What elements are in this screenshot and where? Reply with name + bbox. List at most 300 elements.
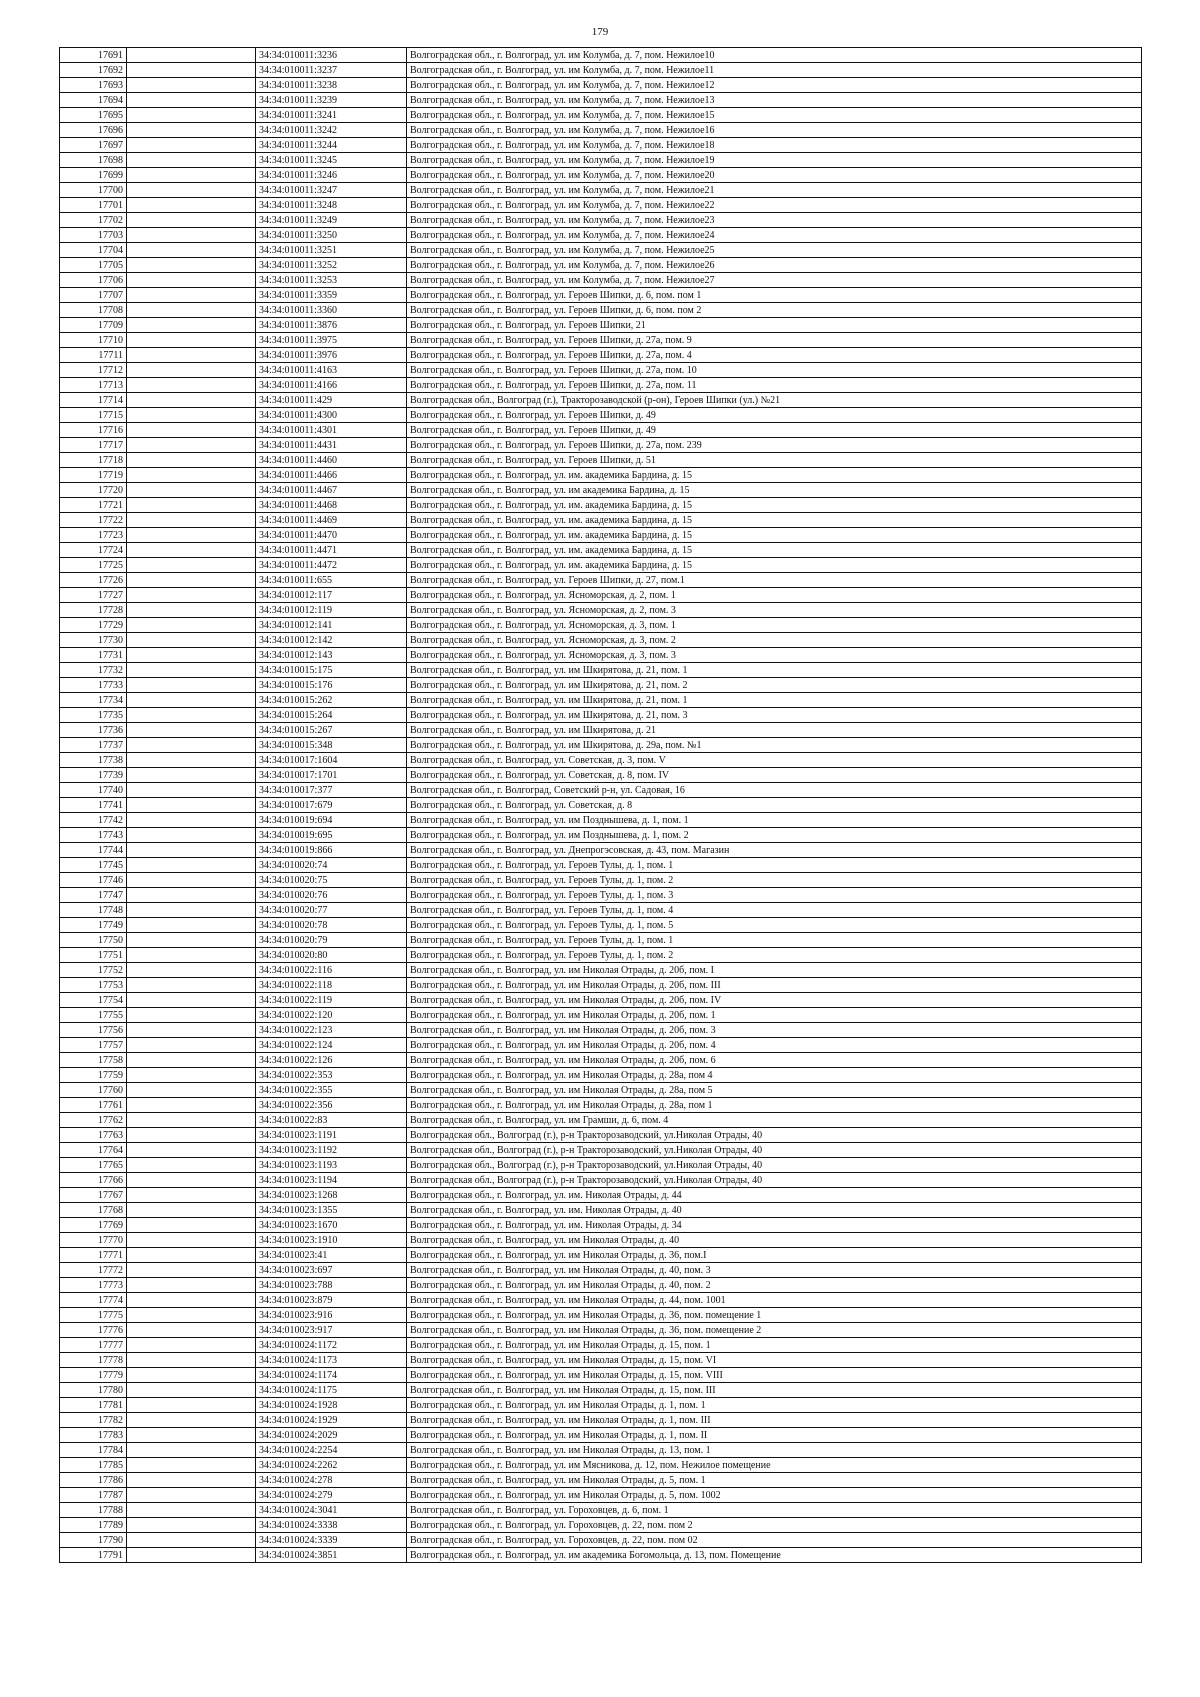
address-cell: Волгоградская обл., г. Волгоград, ул. им. академика Бардина, д. 15 (407, 528, 1142, 543)
address-cell: Волгоградская обл., г. Волгоград, ул. им Николая Отрады, д. 15, пом. 1 (407, 1338, 1142, 1353)
row-number-cell: 17750 (60, 933, 127, 948)
table-row (60, 978, 1142, 993)
table-row (60, 48, 1142, 63)
cadastral-number-cell: 34:34:010017:377 (256, 783, 407, 798)
table-row (60, 1308, 1142, 1323)
row-number-cell: 17735 (60, 708, 127, 723)
empty-cell (127, 1218, 256, 1233)
row-number-cell: 17768 (60, 1203, 127, 1218)
table-row (60, 1398, 1142, 1413)
row-number-cell: 17716 (60, 423, 127, 438)
table-row (60, 483, 1142, 498)
address-cell: Волгоградская обл., г. Волгоград, ул. им Николая Отрады, д. 28а, пом 1 (407, 1098, 1142, 1113)
address-cell: Волгоградская обл., г. Волгоград, ул. им Шкирятова, д. 21, пом. 1 (407, 663, 1142, 678)
table-row (60, 513, 1142, 528)
table-row (60, 1248, 1142, 1263)
address-cell: Волгоградская обл., г. Волгоград, ул. им Позднышева, д. 1, пом. 1 (407, 813, 1142, 828)
row-number-cell: 17728 (60, 603, 127, 618)
address-cell: Волгоградская обл., г. Волгоград, ул. им. академика Бардина, д. 15 (407, 513, 1142, 528)
empty-cell (127, 1533, 256, 1548)
address-cell: Волгоградская обл., г. Волгоград, ул. им Колумба, д. 7, пом. Нежилое19 (407, 153, 1142, 168)
cadastral-number-cell: 34:34:010011:4300 (256, 408, 407, 423)
empty-cell (127, 1503, 256, 1518)
row-number-cell: 17780 (60, 1383, 127, 1398)
empty-cell (127, 1383, 256, 1398)
table-row (60, 168, 1142, 183)
address-cell: Волгоградская обл., г. Волгоград, ул. им Николая Отрады, д. 36, пом. помещение 1 (407, 1308, 1142, 1323)
cadastral-number-cell: 34:34:010020:79 (256, 933, 407, 948)
table-row (60, 828, 1142, 843)
address-cell: Волгоградская обл., г. Волгоград, ул. Советская, д. 8 (407, 798, 1142, 813)
address-cell: Волгоградская обл., г. Волгоград, ул. им. академика Бардина, д. 15 (407, 543, 1142, 558)
address-cell: Волгоградская обл., г. Волгоград, ул. им Колумба, д. 7, пом. Нежилое23 (407, 213, 1142, 228)
row-number-cell: 17781 (60, 1398, 127, 1413)
row-number-cell: 17710 (60, 333, 127, 348)
row-number-cell: 17703 (60, 228, 127, 243)
empty-cell (127, 1293, 256, 1308)
cadastral-number-cell: 34:34:010011:4466 (256, 468, 407, 483)
row-number-cell: 17749 (60, 918, 127, 933)
address-cell: Волгоградская обл., г. Волгоград, ул. Героев Шипки, д. 49 (407, 423, 1142, 438)
address-cell: Волгоградская обл., г. Волгоград, ул. Героев Шипки, д. 27а, пом. 11 (407, 378, 1142, 393)
cadastral-number-cell: 34:34:010024:1172 (256, 1338, 407, 1353)
row-number-cell: 17723 (60, 528, 127, 543)
empty-cell (127, 573, 256, 588)
empty-cell (127, 63, 256, 78)
row-number-cell: 17745 (60, 858, 127, 873)
address-cell: Волгоградская обл., г. Волгоград, ул. им Колумба, д. 7, пом. Нежилое18 (407, 138, 1142, 153)
table-row (60, 723, 1142, 738)
empty-cell (127, 783, 256, 798)
empty-cell (127, 243, 256, 258)
row-number-cell: 17724 (60, 543, 127, 558)
empty-cell (127, 963, 256, 978)
cadastral-number-cell: 34:34:010024:2029 (256, 1428, 407, 1443)
address-cell: Волгоградская обл., г. Волгоград, ул. Ясноморская, д. 2, пом. 3 (407, 603, 1142, 618)
empty-cell (127, 498, 256, 513)
cadastral-number-cell: 34:34:010011:3239 (256, 93, 407, 108)
row-number-cell: 17702 (60, 213, 127, 228)
cadastral-number-cell: 34:34:010023:1192 (256, 1143, 407, 1158)
cadastral-number-cell: 34:34:010012:142 (256, 633, 407, 648)
table-row (60, 1233, 1142, 1248)
empty-cell (127, 153, 256, 168)
empty-cell (127, 1428, 256, 1443)
row-number-cell: 17764 (60, 1143, 127, 1158)
row-number-cell: 17717 (60, 438, 127, 453)
address-cell: Волгоградская обл., г. Волгоград, ул. им Колумба, д. 7, пом. Нежилое15 (407, 108, 1142, 123)
empty-cell (127, 318, 256, 333)
empty-cell (127, 1038, 256, 1053)
table-row (60, 288, 1142, 303)
row-number-cell: 17691 (60, 48, 127, 63)
empty-cell (127, 1518, 256, 1533)
row-number-cell: 17783 (60, 1428, 127, 1443)
table-row (60, 153, 1142, 168)
address-cell: Волгоградская обл., г. Волгоград, ул. им. академика Бардина, д. 15 (407, 498, 1142, 513)
empty-cell (127, 213, 256, 228)
row-number-cell: 17714 (60, 393, 127, 408)
table-row (60, 438, 1142, 453)
address-cell: Волгоградская обл., г. Волгоград, ул. Героев Шипки, д. 27а, пом. 4 (407, 348, 1142, 363)
table-row (60, 1098, 1142, 1113)
row-number-cell: 17761 (60, 1098, 127, 1113)
table-row (60, 768, 1142, 783)
table-row (60, 1038, 1142, 1053)
table-row (60, 423, 1142, 438)
address-cell: Волгоградская обл., г. Волгоград, ул. Героев Тулы, д. 1, пом. 5 (407, 918, 1142, 933)
address-cell: Волгоградская обл., г. Волгоград, ул. Советская, д. 3, пом. V (407, 753, 1142, 768)
address-cell: Волгоградская обл., г. Волгоград, ул. им Николая Отрады, д. 40, пом. 2 (407, 1278, 1142, 1293)
address-cell: Волгоградская обл., г. Волгоград, ул. Героев Шипки, д. 6, пом. пом 1 (407, 288, 1142, 303)
row-number-cell: 17711 (60, 348, 127, 363)
cadastral-number-cell: 34:34:010011:3876 (256, 318, 407, 333)
table-row (60, 1068, 1142, 1083)
address-cell: Волгоградская обл., г. Волгоград, ул. Ясноморская, д. 3, пом. 2 (407, 633, 1142, 648)
cadastral-number-cell: 34:34:010020:78 (256, 918, 407, 933)
table-row (60, 543, 1142, 558)
empty-cell (127, 48, 256, 63)
address-cell: Волгоградская обл., г. Волгоград, ул. им. академика Бардина, д. 15 (407, 558, 1142, 573)
table-row (60, 393, 1142, 408)
address-cell: Волгоградская обл., г. Волгоград, ул. Героев Шипки, д. 27, пом.1 (407, 573, 1142, 588)
row-number-cell: 17788 (60, 1503, 127, 1518)
cadastral-number-cell: 34:34:010023:1191 (256, 1128, 407, 1143)
address-cell: Волгоградская обл., Волгоград (г.), Тракторозаводской (р-он), Героев Шипки (ул.) №21 (407, 393, 1142, 408)
table-row (60, 1008, 1142, 1023)
cadastral-number-cell: 34:34:010015:264 (256, 708, 407, 723)
table-row (60, 93, 1142, 108)
address-cell: Волгоградская обл., г. Волгоград, ул. им Шкирятова, д. 21, пом. 1 (407, 693, 1142, 708)
table-row (60, 1533, 1142, 1548)
row-number-cell: 17722 (60, 513, 127, 528)
table-row (60, 858, 1142, 873)
cadastral-number-cell: 34:34:010023:916 (256, 1308, 407, 1323)
cadastral-number-cell: 34:34:010011:4472 (256, 558, 407, 573)
empty-cell (127, 273, 256, 288)
cadastral-number-cell: 34:34:010024:278 (256, 1473, 407, 1488)
empty-cell (127, 918, 256, 933)
address-cell: Волгоградская обл., г. Волгоград, ул. Героев Шипки, д. 51 (407, 453, 1142, 468)
address-cell: Волгоградская обл., г. Волгоград, ул. Героев Шипки, д. 27а, пом. 239 (407, 438, 1142, 453)
empty-cell (127, 933, 256, 948)
row-number-cell: 17713 (60, 378, 127, 393)
empty-cell (127, 1173, 256, 1188)
address-cell: Волгоградская обл., г. Волгоград, ул. им. Николая Отрады, д. 44 (407, 1188, 1142, 1203)
table-row (60, 78, 1142, 93)
table-row (60, 258, 1142, 273)
table-row (60, 498, 1142, 513)
cadastral-number-cell: 34:34:010011:4467 (256, 483, 407, 498)
empty-cell (127, 1203, 256, 1218)
table-row (60, 618, 1142, 633)
cadastral-number-cell: 34:34:010024:2262 (256, 1458, 407, 1473)
row-number-cell: 17776 (60, 1323, 127, 1338)
cadastral-number-cell: 34:34:010011:4163 (256, 363, 407, 378)
empty-cell (127, 228, 256, 243)
cadastral-number-cell: 34:34:010011:4460 (256, 453, 407, 468)
address-cell: Волгоградская обл., г. Волгоград, ул. Героев Шипки, д. 6, пом. пом 2 (407, 303, 1142, 318)
cadastral-number-cell: 34:34:010011:4431 (256, 438, 407, 453)
table-row (60, 318, 1142, 333)
cadastral-number-cell: 34:34:010023:1355 (256, 1203, 407, 1218)
table-row (60, 138, 1142, 153)
row-number-cell: 17757 (60, 1038, 127, 1053)
cadastral-number-cell: 34:34:010022:120 (256, 1008, 407, 1023)
address-cell: Волгоградская обл., г. Волгоград, ул. им Колумба, д. 7, пом. Нежилое25 (407, 243, 1142, 258)
table-row (60, 843, 1142, 858)
empty-cell (127, 1023, 256, 1038)
address-cell: Волгоградская обл., г. Волгоград, ул. им Николая Отрады, д. 13, пом. 1 (407, 1443, 1142, 1458)
cadastral-number-cell: 34:34:010011:4301 (256, 423, 407, 438)
row-number-cell: 17725 (60, 558, 127, 573)
row-number-cell: 17740 (60, 783, 127, 798)
cadastral-number-cell: 34:34:010015:348 (256, 738, 407, 753)
address-cell: Волгоградская обл., г. Волгоград, ул. им Николая Отрады, д. 20б, пом. 4 (407, 1038, 1142, 1053)
address-cell: Волгоградская обл., г. Волгоград, ул. им Николая Отрады, д. 15, пом. VI (407, 1353, 1142, 1368)
address-cell: Волгоградская обл., г. Волгоград, ул. им Николая Отрады, д. 36, пом. помещение 2 (407, 1323, 1142, 1338)
table-row (60, 1128, 1142, 1143)
empty-cell (127, 168, 256, 183)
cadastral-number-cell: 34:34:010011:3236 (256, 48, 407, 63)
cadastral-number-cell: 34:34:010020:75 (256, 873, 407, 888)
address-cell: Волгоградская обл., г. Волгоград, ул. Ясноморская, д. 3, пом. 1 (407, 618, 1142, 633)
row-number-cell: 17767 (60, 1188, 127, 1203)
table-row (60, 1383, 1142, 1398)
row-number-cell: 17762 (60, 1113, 127, 1128)
empty-cell (127, 378, 256, 393)
row-number-cell: 17700 (60, 183, 127, 198)
empty-cell (127, 1353, 256, 1368)
empty-cell (127, 1308, 256, 1323)
row-number-cell: 17699 (60, 168, 127, 183)
cadastral-number-cell: 34:34:010011:3975 (256, 333, 407, 348)
cadastral-number-cell: 34:34:010023:788 (256, 1278, 407, 1293)
row-number-cell: 17731 (60, 648, 127, 663)
row-number-cell: 17787 (60, 1488, 127, 1503)
empty-cell (127, 543, 256, 558)
table-row (60, 528, 1142, 543)
page-number: 179 (591, 26, 609, 38)
row-number-cell: 17736 (60, 723, 127, 738)
empty-cell (127, 438, 256, 453)
empty-cell (127, 1248, 256, 1263)
empty-cell (127, 1113, 256, 1128)
cadastral-number-cell: 34:34:010011:3251 (256, 243, 407, 258)
address-cell: Волгоградская обл., г. Волгоград, ул. им Николая Отрады, д. 5, пом. 1 (407, 1473, 1142, 1488)
row-number-cell: 17766 (60, 1173, 127, 1188)
row-number-cell: 17733 (60, 678, 127, 693)
address-cell: Волгоградская обл., Волгоград (г.), р-н Тракторозаводский, ул.Николая Отрады, 40 (407, 1173, 1142, 1188)
address-cell: Волгоградская обл., г. Волгоград, ул. Гороховцев, д. 22, пом. пом 02 (407, 1533, 1142, 1548)
empty-cell (127, 138, 256, 153)
cadastral-number-cell: 34:34:010024:3339 (256, 1533, 407, 1548)
row-number-cell: 17727 (60, 588, 127, 603)
row-number-cell: 17721 (60, 498, 127, 513)
empty-cell (127, 1083, 256, 1098)
cadastral-number-cell: 34:34:010023:1670 (256, 1218, 407, 1233)
address-cell: Волгоградская обл., г. Волгоград, ул. им Николая Отрады, д. 1, пом. 1 (407, 1398, 1142, 1413)
cadastral-number-cell: 34:34:010023:917 (256, 1323, 407, 1338)
address-cell: Волгоградская обл., г. Волгоград, ул. Героев Шипки, д. 27а, пом. 9 (407, 333, 1142, 348)
row-number-cell: 17734 (60, 693, 127, 708)
table-row (60, 408, 1142, 423)
table-row (60, 1158, 1142, 1173)
table-row (60, 1368, 1142, 1383)
address-cell: Волгоградская обл., г. Волгоград, ул. Героев Шипки, 21 (407, 318, 1142, 333)
empty-cell (127, 1098, 256, 1113)
table-row (60, 873, 1142, 888)
registry-table-body (60, 48, 1142, 1563)
cadastral-number-cell: 34:34:010020:76 (256, 888, 407, 903)
cadastral-number-cell: 34:34:010011:3248 (256, 198, 407, 213)
empty-cell (127, 708, 256, 723)
table-row (60, 633, 1142, 648)
row-number-cell: 17778 (60, 1353, 127, 1368)
row-number-cell: 17790 (60, 1533, 127, 1548)
table-row (60, 468, 1142, 483)
row-number-cell: 17706 (60, 273, 127, 288)
address-cell: Волгоградская обл., г. Волгоград, ул. им Колумба, д. 7, пом. Нежилое16 (407, 123, 1142, 138)
address-cell: Волгоградская обл., г. Волгоград, ул. им Николая Отрады, д. 44, пом. 1001 (407, 1293, 1142, 1308)
address-cell: Волгоградская обл., г. Волгоград, ул. им Колумба, д. 7, пом. Нежилое12 (407, 78, 1142, 93)
row-number-cell: 17765 (60, 1158, 127, 1173)
address-cell: Волгоградская обл., г. Волгоград, ул. им Николая Отрады, д. 15, пом. III (407, 1383, 1142, 1398)
address-cell: Волгоградская обл., г. Волгоград, ул. Гороховцев, д. 22, пом. пом 2 (407, 1518, 1142, 1533)
empty-cell (127, 1188, 256, 1203)
address-cell: Волгоградская обл., г. Волгоград, ул. им Николая Отрады, д. 28а, пом 5 (407, 1083, 1142, 1098)
empty-cell (127, 1368, 256, 1383)
empty-cell (127, 348, 256, 363)
row-number-cell: 17743 (60, 828, 127, 843)
row-number-cell: 17708 (60, 303, 127, 318)
cadastral-number-cell: 34:34:010022:119 (256, 993, 407, 1008)
row-number-cell: 17756 (60, 1023, 127, 1038)
table-row (60, 1443, 1142, 1458)
row-number-cell: 17744 (60, 843, 127, 858)
empty-cell (127, 693, 256, 708)
address-cell: Волгоградская обл., Волгоград (г.), р-н Тракторозаводский, ул.Николая Отрады, 40 (407, 1143, 1142, 1158)
address-cell: Волгоградская обл., г. Волгоград, ул. Героев Тулы, д. 1, пом. 2 (407, 873, 1142, 888)
row-number-cell: 17755 (60, 1008, 127, 1023)
row-number-cell: 17759 (60, 1068, 127, 1083)
cadastral-number-cell: 34:34:010012:141 (256, 618, 407, 633)
table-row (60, 1278, 1142, 1293)
row-number-cell: 17712 (60, 363, 127, 378)
table-row (60, 348, 1142, 363)
address-cell: Волгоградская обл., г. Волгоград, ул. им Колумба, д. 7, пом. Нежилое20 (407, 168, 1142, 183)
empty-cell (127, 648, 256, 663)
row-number-cell: 17707 (60, 288, 127, 303)
row-number-cell: 17741 (60, 798, 127, 813)
table-row (60, 1323, 1142, 1338)
table-row (60, 1053, 1142, 1068)
cadastral-number-cell: 34:34:010019:694 (256, 813, 407, 828)
table-row (60, 1173, 1142, 1188)
table-row (60, 918, 1142, 933)
address-cell: Волгоградская обл., г. Волгоград, ул. им Колумба, д. 7, пом. Нежилое10 (407, 48, 1142, 63)
empty-cell (127, 303, 256, 318)
row-number-cell: 17753 (60, 978, 127, 993)
row-number-cell: 17771 (60, 1248, 127, 1263)
address-cell: Волгоградская обл., г. Волгоград, ул. Героев Тулы, д. 1, пом. 1 (407, 858, 1142, 873)
address-cell: Волгоградская обл., г. Волгоград, ул. им Николая Отрады, д. 1, пом. II (407, 1428, 1142, 1443)
address-cell: Волгоградская обл., г. Волгоград, ул. им Грамши, д. 6, пом. 4 (407, 1113, 1142, 1128)
row-number-cell: 17693 (60, 78, 127, 93)
address-cell: Волгоградская обл., г. Волгоград, ул. им Шкирятова, д. 21, пом. 3 (407, 708, 1142, 723)
table-row (60, 678, 1142, 693)
empty-cell (127, 468, 256, 483)
table-row (60, 1023, 1142, 1038)
empty-cell (127, 1158, 256, 1173)
cadastral-number-cell: 34:34:010024:3041 (256, 1503, 407, 1518)
table-row (60, 1143, 1142, 1158)
cadastral-number-cell: 34:34:010011:4471 (256, 543, 407, 558)
address-cell: Волгоградская обл., г. Волгоград, ул. им Колумба, д. 7, пом. Нежилое13 (407, 93, 1142, 108)
cadastral-number-cell: 34:34:010019:866 (256, 843, 407, 858)
address-cell: Волгоградская обл., г. Волгоград, ул. Ясноморская, д. 3, пом. 3 (407, 648, 1142, 663)
empty-cell (127, 798, 256, 813)
empty-cell (127, 393, 256, 408)
row-number-cell: 17758 (60, 1053, 127, 1068)
table-row (60, 363, 1142, 378)
cadastral-number-cell: 34:34:010011:429 (256, 393, 407, 408)
table-row (60, 1458, 1142, 1473)
cadastral-number-cell: 34:34:010020:80 (256, 948, 407, 963)
cadastral-number-cell: 34:34:010024:2254 (256, 1443, 407, 1458)
row-number-cell: 17782 (60, 1413, 127, 1428)
cadastral-number-cell: 34:34:010024:1928 (256, 1398, 407, 1413)
table-row (60, 1413, 1142, 1428)
empty-cell (127, 903, 256, 918)
address-cell: Волгоградская обл., г. Волгоград, ул. им Мясникова, д. 12, пом. Нежилое помещение (407, 1458, 1142, 1473)
table-row (60, 1473, 1142, 1488)
empty-cell (127, 423, 256, 438)
empty-cell (127, 1413, 256, 1428)
address-cell: Волгоградская обл., г. Волгоград, ул. им Колумба, д. 7, пом. Нежилое22 (407, 198, 1142, 213)
table-row (60, 663, 1142, 678)
table-row (60, 783, 1142, 798)
address-cell: Волгоградская обл., г. Волгоград, ул. им Николая Отрады, д. 5, пом. 1002 (407, 1488, 1142, 1503)
cadastral-number-cell: 34:34:010022:123 (256, 1023, 407, 1038)
table-row (60, 933, 1142, 948)
cadastral-number-cell: 34:34:010012:119 (256, 603, 407, 618)
table-row (60, 123, 1142, 138)
empty-cell (127, 888, 256, 903)
empty-cell (127, 513, 256, 528)
row-number-cell: 17730 (60, 633, 127, 648)
row-number-cell: 17697 (60, 138, 127, 153)
table-row (60, 948, 1142, 963)
table-row (60, 243, 1142, 258)
address-cell: Волгоградская обл., г. Волгоград, ул. им Шкирятова, д. 29а, пом. №1 (407, 738, 1142, 753)
cadastral-number-cell: 34:34:010022:355 (256, 1083, 407, 1098)
row-number-cell: 17789 (60, 1518, 127, 1533)
empty-cell (127, 738, 256, 753)
address-cell: Волгоградская обл., г. Волгоград, ул. им Николая Отрады, д. 1, пом. III (407, 1413, 1142, 1428)
table-row (60, 903, 1142, 918)
row-number-cell: 17748 (60, 903, 127, 918)
empty-cell (127, 843, 256, 858)
property-registry-table (59, 47, 1142, 1563)
address-cell: Волгоградская обл., г. Волгоград, ул. им Николая Отрады, д. 40, пом. 3 (407, 1263, 1142, 1278)
address-cell: Волгоградская обл., г. Волгоград, ул. им. Николая Отрады, д. 40 (407, 1203, 1142, 1218)
address-cell: Волгоградская обл., г. Волгоград, ул. Ясноморская, д. 2, пом. 1 (407, 588, 1142, 603)
empty-cell (127, 618, 256, 633)
cadastral-number-cell: 34:34:010017:1701 (256, 768, 407, 783)
row-number-cell: 17779 (60, 1368, 127, 1383)
empty-cell (127, 78, 256, 93)
